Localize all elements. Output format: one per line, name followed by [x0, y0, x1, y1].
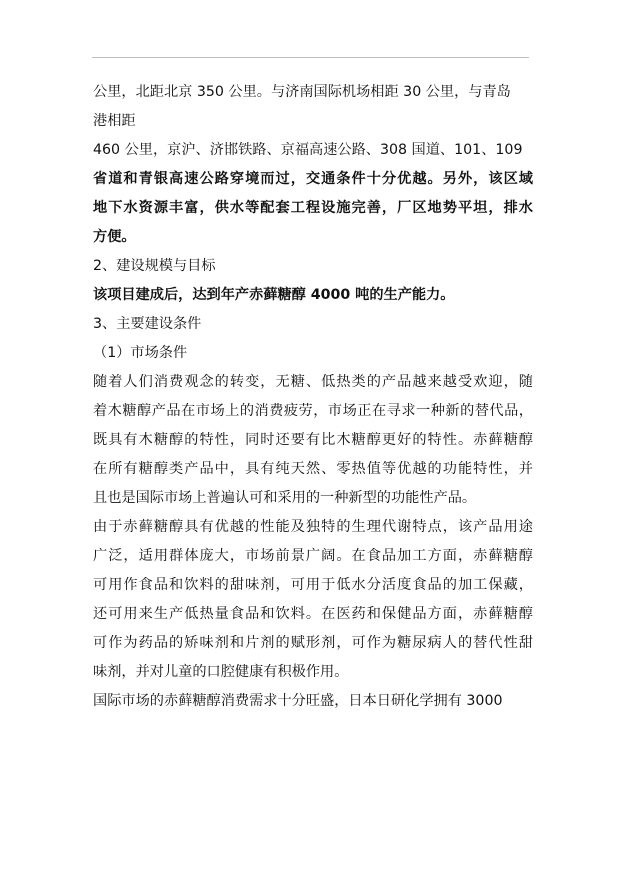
text-line: 味剂，并对儿童的口腔健康有积极作用。	[93, 664, 349, 680]
text-line: 公里，北距北京 350 公里。与济南国际机场相距 30 公里，与青岛	[93, 84, 511, 100]
text-line: 随着人们消费观念的转变，无糖、低热类的产品越来越受欢迎，随	[93, 374, 533, 390]
text-line: 由于赤藓糖醇具有优越的性能及独特的生理代谢特点，该产品用途	[93, 519, 533, 535]
text-line: 可作为药品的矫味剂和片剂的赋形剂，可作为糖尿病人的替代性甜	[93, 635, 533, 651]
text-line: 国际市场的赤藓糖醇消费需求十分旺盛，日本日研化学拥有 3000	[93, 693, 503, 709]
section-heading: 2、建设规模与目标	[93, 258, 216, 274]
text-line: 可用作食品和饮料的甜味剂，可用于低水分活度食品的加工保藏，	[93, 577, 533, 593]
header-rule	[92, 57, 529, 58]
text-line: 且也是国际市场上普遍认可和采用的一种新型的功能性产品。	[93, 490, 477, 506]
document-body	[93, 78, 533, 716]
text-line: 地下水资源丰富，供水等配套工程设施完善，厂区地势平坦，排水	[93, 200, 533, 216]
text-line: 460 公里，京沪、济邯铁路、京福高速公路、308 国道、101、109	[93, 142, 523, 158]
text-line: 既具有木糖醇的特性，同时还要有比木糖醇更好的特性。赤藓糖醇	[93, 432, 533, 448]
text-line: 省道和青银高速公路穿境而过，交通条件十分优越。另外，该区域	[93, 171, 533, 187]
subsection-heading: （1）市场条件	[93, 345, 188, 361]
text-line: 着木糖醇产品在市场上的消费疲劳，市场正在寻求一种新的替代品，	[93, 403, 533, 419]
text-line: 方便。	[93, 229, 136, 245]
section-heading: 3、主要建设条件	[93, 316, 202, 332]
text-line: 该项目建成后，达到年产赤藓糖醇 4000 吨的生产能力。	[93, 287, 455, 303]
text-line: 广泛，适用群体庞大，市场前景广阔。在食品加工方面，赤藓糖醇	[93, 548, 533, 564]
text-line: 港相距	[93, 113, 136, 129]
text-line: 还可用来生产低热量食品和饮料。在医药和保健品方面，赤藓糖醇	[93, 606, 533, 622]
text-line: 在所有糖醇类产品中，具有纯天然、零热值等优越的功能特性，并	[93, 461, 533, 477]
